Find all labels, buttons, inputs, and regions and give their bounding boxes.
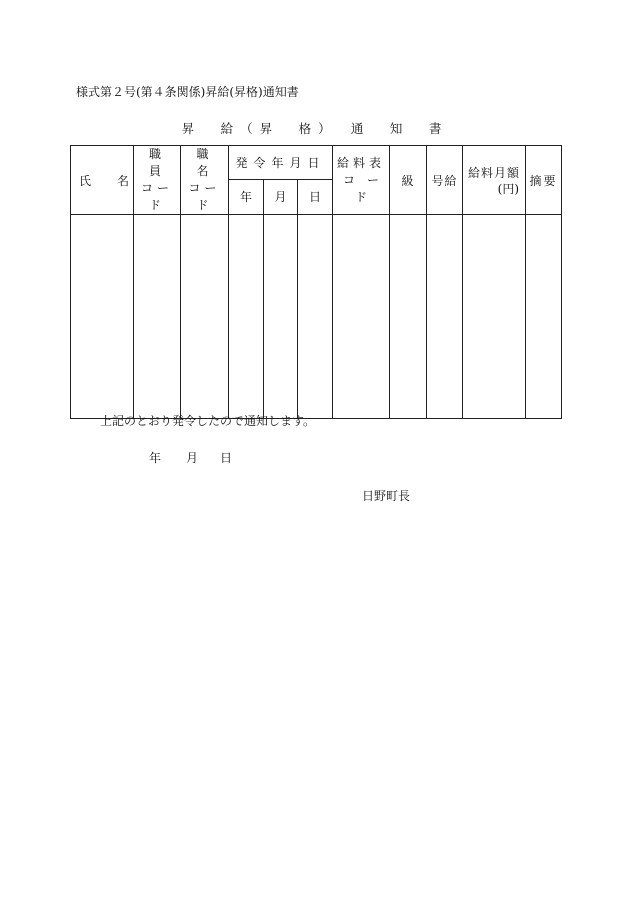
header-grade: 級 [390,146,427,215]
header-monthly-salary-line-2: (円) [497,182,520,196]
cell-month [264,215,298,419]
header-staff-code-line-1: 職 員 [148,147,182,178]
header-day: 日 [298,179,333,214]
date-month-label: 月 [186,451,199,465]
header-name [71,146,134,215]
header-job-code-line-1: 職 名 [196,147,229,178]
header-monthly-salary [463,146,526,215]
cell-salary-table-code [333,215,390,419]
cell-name [71,215,134,419]
header-month: 月 [264,179,298,214]
table-header-row [71,146,562,180]
header-issue-date: 発令年月日 [229,146,333,180]
header-year: 年 [229,179,264,214]
cell-remarks [526,215,562,419]
header-monthly-salary-line-1: 給料月額 [468,166,521,180]
header-salary-table-code [333,146,390,215]
header-salary-table-code-line-2: コ ー ド [343,172,392,204]
header-salary-table-code-line-1: 給料表 [337,155,386,170]
header-job-code-line-2: コード [188,181,221,212]
table-entry-row [71,215,562,419]
cell-job-code [181,215,229,419]
cell-staff-code [134,215,181,419]
notice-table [70,145,562,419]
cell-grade [390,215,427,419]
cell-day [298,215,333,419]
cell-step [427,215,463,419]
header-staff-code [134,146,181,215]
form-label: 様式第２号(第４条関係)昇給(昇格)通知書 [76,85,299,99]
issuer-name: 日野町長 [362,489,411,503]
header-step: 号給 [427,146,463,215]
header-remarks: 摘要 [526,146,562,215]
date-year-label: 年 [149,451,162,465]
cell-monthly-salary [463,215,526,419]
header-name-part-1: 氏 [79,173,92,188]
document-title: 昇 給（昇 格） 通 知 書 [181,121,449,136]
header-staff-code-line-2: コード [140,181,173,212]
cell-year [229,215,264,419]
body-text: 上記のとおり発令したので通知します。 [100,414,316,428]
date-day-label: 日 [220,451,233,465]
header-job-code [181,146,229,215]
header-name-part-2: 名 [117,173,130,188]
